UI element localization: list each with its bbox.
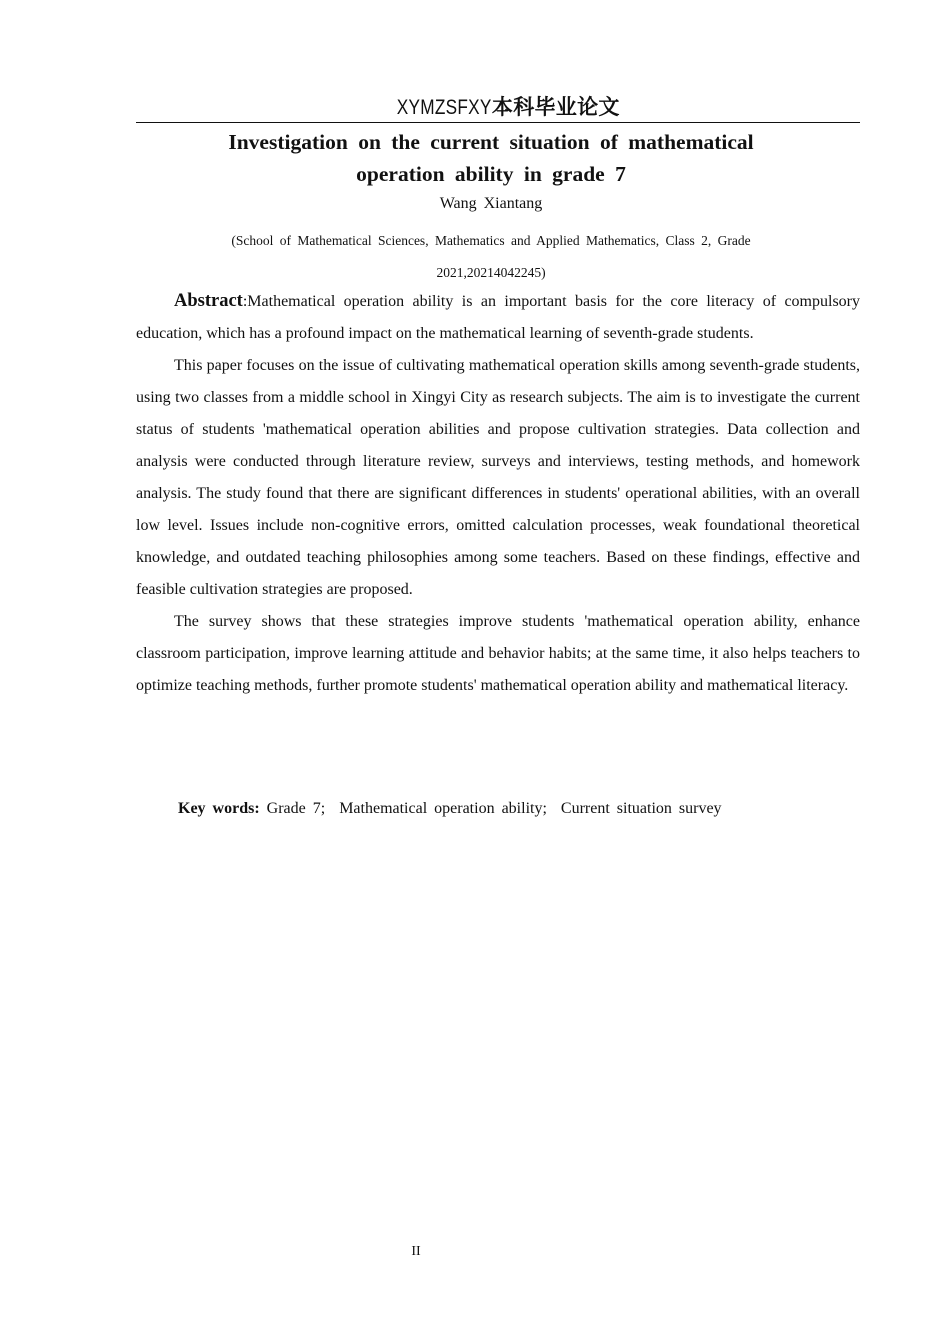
page-number: II [411, 1244, 421, 1259]
affiliation-line-2: 2021,20214042245) [436, 265, 546, 280]
paper-title [136, 126, 846, 190]
author-name: Wang Xiantang [439, 195, 543, 212]
affiliation-line-1: (School of Mathematical Sciences, Mathematics and Applied Mathematics, Class 2, Grade [231, 233, 751, 248]
header-latin-text: XYMZSFXY [397, 96, 492, 119]
abstract-paragraph-1 [136, 285, 860, 350]
abstract-section [136, 285, 860, 702]
abstract-separator: : [242, 293, 248, 310]
keywords-line [178, 796, 860, 822]
running-header [136, 94, 860, 121]
abstract-paragraph-3: The survey shows that these strategies improve students 'mathematical operation ability, enhance classroom participation, improve learning attitude and behavior habits; at the same time, it also helps teachers to optimize teaching methods, further promote students' mathematical operation ability and mathematical literacy. [136, 613, 860, 694]
title-line-2: operation ability in grade 7 [356, 162, 626, 186]
keyword-item: Current situation survey [560, 800, 722, 817]
header-divider [136, 122, 860, 123]
abstract-paragraph-1-text: Mathematical operation ability is an important basis for the core literacy of compulsory education, which has a profound impact on the mathematical learning of seventh-grade students. [136, 293, 860, 342]
abstract-paragraph-2: This paper focuses on the issue of cultivating mathematical operation skills among seventh-grade students, using two classes from a middle school in Xingyi City as research subjects. The aim is to investigate the current status of students 'mathematical operation abilities and propose cultivation strategies. Data collection and analysis were conducted through literature review, surveys and interviews, testing methods, and homework analysis. The study found that there are significant differences in students' operational abilities, with an overall low level. Issues include non-cognitive errors, omitted calculation processes, weak foundational theoretical knowledge, and outdated teaching philosophies among some teachers. Based on these findings, effective and feasible cultivation strategies are proposed. [136, 357, 860, 598]
title-line-1: Investigation on the current situation of mathematical [228, 130, 754, 154]
header-cjk-text: 本科毕业论文 [491, 95, 620, 119]
keywords-label: Key words: [178, 800, 260, 817]
keyword-item: Grade 7; [266, 800, 326, 817]
keyword-item: Mathematical operation ability; [339, 800, 547, 817]
author-affiliation [136, 225, 846, 289]
abstract-label: Abstract [174, 291, 243, 311]
